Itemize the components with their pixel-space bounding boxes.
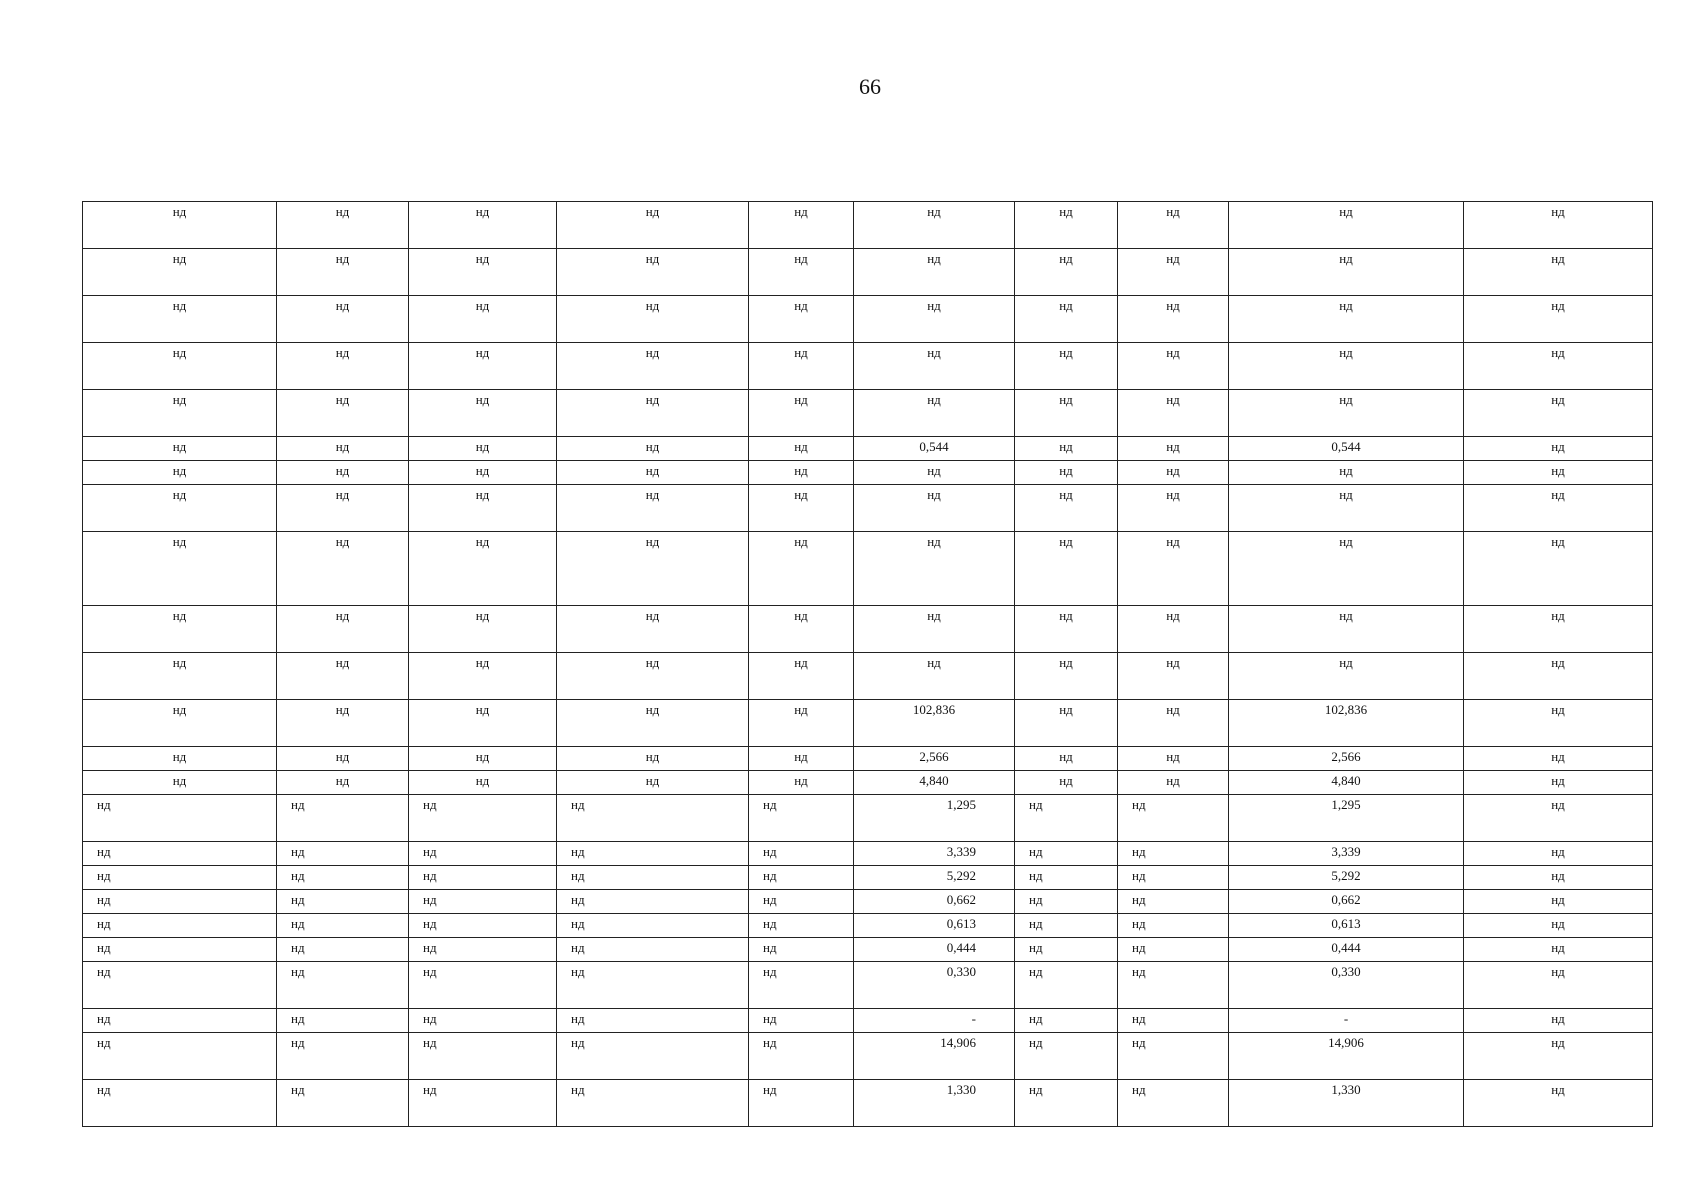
nd-cell: нд xyxy=(557,249,749,296)
nd-cell: нд xyxy=(749,842,854,866)
table-row xyxy=(83,866,1653,890)
value-cell: нд xyxy=(1229,390,1464,437)
value-cell: 1,295 xyxy=(854,795,1015,842)
nd-cell: нд xyxy=(749,700,854,747)
nd-cell: нд xyxy=(409,249,557,296)
nd-cell: нд xyxy=(1118,962,1229,1009)
nd-cell: нд xyxy=(749,437,854,461)
value-cell: 0,662 xyxy=(854,890,1015,914)
value-cell: 102,836 xyxy=(1229,700,1464,747)
value-cell: 0,662 xyxy=(1229,890,1464,914)
value-cell: 0,544 xyxy=(854,437,1015,461)
nd-cell: нд xyxy=(1118,866,1229,890)
nd-cell: нд xyxy=(83,390,277,437)
nd-cell: нд xyxy=(83,1009,277,1033)
nd-cell: нд xyxy=(1015,437,1118,461)
table-row xyxy=(83,771,1653,795)
value-cell: 3,339 xyxy=(1229,842,1464,866)
nd-cell: нд xyxy=(1464,606,1653,653)
nd-cell: нд xyxy=(557,1033,749,1080)
nd-cell: нд xyxy=(409,842,557,866)
value-cell: 0,613 xyxy=(854,914,1015,938)
nd-cell: нд xyxy=(1015,343,1118,390)
value-cell: нд xyxy=(1229,249,1464,296)
value-cell: 1,295 xyxy=(1229,795,1464,842)
nd-cell: нд xyxy=(1464,249,1653,296)
nd-cell: нд xyxy=(1464,962,1653,1009)
nd-cell: нд xyxy=(1464,795,1653,842)
nd-cell: нд xyxy=(1118,296,1229,343)
nd-cell: нд xyxy=(1118,1080,1229,1127)
nd-cell: нд xyxy=(557,1080,749,1127)
nd-cell: нд xyxy=(277,771,409,795)
table-row xyxy=(83,1080,1653,1127)
nd-cell: нд xyxy=(409,771,557,795)
nd-cell: нд xyxy=(749,747,854,771)
nd-cell: нд xyxy=(409,890,557,914)
nd-cell: нд xyxy=(557,842,749,866)
value-cell: - xyxy=(1229,1009,1464,1033)
nd-cell: нд xyxy=(557,653,749,700)
nd-cell: нд xyxy=(277,938,409,962)
nd-cell: нд xyxy=(1118,461,1229,485)
nd-cell: нд xyxy=(557,461,749,485)
nd-cell: нд xyxy=(277,866,409,890)
nd-cell: нд xyxy=(1464,747,1653,771)
nd-cell: нд xyxy=(557,771,749,795)
nd-cell: нд xyxy=(409,1080,557,1127)
nd-cell: нд xyxy=(749,296,854,343)
nd-cell: нд xyxy=(83,842,277,866)
nd-cell: нд xyxy=(749,390,854,437)
nd-cell: нд xyxy=(277,1033,409,1080)
nd-cell: нд xyxy=(1118,700,1229,747)
value-cell: нд xyxy=(1229,532,1464,606)
value-cell: 0,330 xyxy=(1229,962,1464,1009)
nd-cell: нд xyxy=(1118,437,1229,461)
nd-cell: нд xyxy=(557,795,749,842)
nd-cell: нд xyxy=(1464,296,1653,343)
nd-cell: нд xyxy=(557,343,749,390)
nd-cell: нд xyxy=(409,700,557,747)
nd-cell: нд xyxy=(1464,653,1653,700)
value-cell: нд xyxy=(854,296,1015,343)
value-cell: нд xyxy=(1229,461,1464,485)
nd-cell: нд xyxy=(1015,532,1118,606)
table-row xyxy=(83,700,1653,747)
value-cell: нд xyxy=(854,653,1015,700)
table-row xyxy=(83,747,1653,771)
nd-cell: нд xyxy=(83,1080,277,1127)
nd-cell: нд xyxy=(1015,606,1118,653)
table-row xyxy=(83,914,1653,938)
nd-cell: нд xyxy=(1464,842,1653,866)
value-cell: 5,292 xyxy=(1229,866,1464,890)
nd-cell: нд xyxy=(1015,771,1118,795)
value-cell: 14,906 xyxy=(854,1033,1015,1080)
nd-cell: нд xyxy=(1015,962,1118,1009)
value-cell: нд xyxy=(1229,202,1464,249)
table-row xyxy=(83,606,1653,653)
value-cell: 2,566 xyxy=(854,747,1015,771)
value-cell: 0,444 xyxy=(1229,938,1464,962)
nd-cell: нд xyxy=(277,962,409,1009)
nd-cell: нд xyxy=(1015,795,1118,842)
nd-cell: нд xyxy=(277,890,409,914)
table-row xyxy=(83,842,1653,866)
nd-cell: нд xyxy=(557,202,749,249)
nd-cell: нд xyxy=(1015,866,1118,890)
nd-cell: нд xyxy=(83,532,277,606)
value-cell: нд xyxy=(854,461,1015,485)
nd-cell: нд xyxy=(83,202,277,249)
nd-cell: нд xyxy=(277,747,409,771)
nd-cell: нд xyxy=(557,700,749,747)
nd-cell: нд xyxy=(1464,343,1653,390)
nd-cell: нд xyxy=(83,296,277,343)
table-row xyxy=(83,343,1653,390)
table-row xyxy=(83,795,1653,842)
value-cell: нд xyxy=(1229,485,1464,532)
nd-cell: нд xyxy=(749,890,854,914)
nd-cell: нд xyxy=(1118,842,1229,866)
nd-cell: нд xyxy=(1015,938,1118,962)
nd-cell: нд xyxy=(409,962,557,1009)
table-row xyxy=(83,938,1653,962)
table-row xyxy=(83,461,1653,485)
nd-cell: нд xyxy=(1118,390,1229,437)
nd-cell: нд xyxy=(277,249,409,296)
nd-cell: нд xyxy=(1118,343,1229,390)
value-cell: 4,840 xyxy=(1229,771,1464,795)
value-cell: нд xyxy=(854,202,1015,249)
nd-cell: нд xyxy=(83,938,277,962)
nd-cell: нд xyxy=(557,296,749,343)
nd-cell: нд xyxy=(1118,795,1229,842)
nd-cell: нд xyxy=(409,747,557,771)
value-cell: 102,836 xyxy=(854,700,1015,747)
nd-cell: нд xyxy=(277,653,409,700)
value-cell: нд xyxy=(854,532,1015,606)
nd-cell: нд xyxy=(409,390,557,437)
nd-cell: нд xyxy=(1118,606,1229,653)
nd-cell: нд xyxy=(749,1033,854,1080)
table-row xyxy=(83,390,1653,437)
nd-cell: нд xyxy=(749,1080,854,1127)
nd-cell: нд xyxy=(1015,1080,1118,1127)
nd-cell: нд xyxy=(1015,1033,1118,1080)
nd-cell: нд xyxy=(277,1080,409,1127)
nd-cell: нд xyxy=(1118,532,1229,606)
value-cell: нд xyxy=(1229,296,1464,343)
nd-cell: нд xyxy=(1118,890,1229,914)
value-cell: 0,613 xyxy=(1229,914,1464,938)
nd-cell: нд xyxy=(1015,485,1118,532)
nd-cell: нд xyxy=(1464,461,1653,485)
value-cell: нд xyxy=(854,249,1015,296)
nd-cell: нд xyxy=(1464,938,1653,962)
nd-cell: нд xyxy=(83,795,277,842)
nd-cell: нд xyxy=(1015,296,1118,343)
nd-cell: нд xyxy=(557,866,749,890)
nd-cell: нд xyxy=(277,532,409,606)
nd-cell: нд xyxy=(83,962,277,1009)
nd-cell: нд xyxy=(557,606,749,653)
nd-cell: нд xyxy=(277,485,409,532)
nd-cell: нд xyxy=(83,461,277,485)
table-row xyxy=(83,485,1653,532)
nd-cell: нд xyxy=(277,795,409,842)
nd-cell: нд xyxy=(409,914,557,938)
nd-cell: нд xyxy=(1464,202,1653,249)
nd-cell: нд xyxy=(1118,914,1229,938)
nd-cell: нд xyxy=(277,461,409,485)
value-cell: 1,330 xyxy=(1229,1080,1464,1127)
nd-cell: нд xyxy=(1015,700,1118,747)
value-cell: нд xyxy=(1229,343,1464,390)
nd-cell: нд xyxy=(557,485,749,532)
nd-cell: нд xyxy=(749,938,854,962)
nd-cell: нд xyxy=(1464,1009,1653,1033)
nd-cell: нд xyxy=(1464,485,1653,532)
nd-cell: нд xyxy=(83,343,277,390)
nd-cell: нд xyxy=(1464,1033,1653,1080)
nd-cell: нд xyxy=(409,437,557,461)
nd-cell: нд xyxy=(1015,653,1118,700)
nd-cell: нд xyxy=(277,296,409,343)
nd-cell: нд xyxy=(1015,890,1118,914)
table-body xyxy=(83,202,1653,1127)
nd-cell: нд xyxy=(83,437,277,461)
nd-cell: нд xyxy=(277,914,409,938)
nd-cell: нд xyxy=(1118,1033,1229,1080)
nd-cell: нд xyxy=(409,202,557,249)
value-cell: нд xyxy=(1229,606,1464,653)
nd-cell: нд xyxy=(409,866,557,890)
table-row xyxy=(83,962,1653,1009)
value-cell: нд xyxy=(854,606,1015,653)
value-cell: 14,906 xyxy=(1229,1033,1464,1080)
table-row xyxy=(83,653,1653,700)
data-table xyxy=(82,201,1653,1127)
nd-cell: нд xyxy=(1118,938,1229,962)
nd-cell: нд xyxy=(277,606,409,653)
nd-cell: нд xyxy=(749,914,854,938)
value-cell: 1,330 xyxy=(854,1080,1015,1127)
value-cell: нд xyxy=(854,485,1015,532)
nd-cell: нд xyxy=(409,532,557,606)
nd-cell: нд xyxy=(749,249,854,296)
table-row xyxy=(83,532,1653,606)
nd-cell: нд xyxy=(1015,747,1118,771)
value-cell: 0,330 xyxy=(854,962,1015,1009)
nd-cell: нд xyxy=(83,653,277,700)
table-row xyxy=(83,890,1653,914)
nd-cell: нд xyxy=(277,202,409,249)
table-row xyxy=(83,437,1653,461)
nd-cell: нд xyxy=(1464,700,1653,747)
value-cell: нд xyxy=(854,390,1015,437)
nd-cell: нд xyxy=(557,890,749,914)
nd-cell: нд xyxy=(749,461,854,485)
nd-cell: нд xyxy=(83,771,277,795)
nd-cell: нд xyxy=(277,1009,409,1033)
nd-cell: нд xyxy=(409,938,557,962)
nd-cell: нд xyxy=(1015,1009,1118,1033)
value-cell: 3,339 xyxy=(854,842,1015,866)
nd-cell: нд xyxy=(749,202,854,249)
nd-cell: нд xyxy=(1015,390,1118,437)
nd-cell: нд xyxy=(409,343,557,390)
nd-cell: нд xyxy=(749,653,854,700)
nd-cell: нд xyxy=(749,962,854,1009)
nd-cell: нд xyxy=(1118,771,1229,795)
nd-cell: нд xyxy=(557,437,749,461)
nd-cell: нд xyxy=(409,653,557,700)
nd-cell: нд xyxy=(557,390,749,437)
nd-cell: нд xyxy=(83,485,277,532)
nd-cell: нд xyxy=(1118,653,1229,700)
nd-cell: нд xyxy=(1464,914,1653,938)
nd-cell: нд xyxy=(277,390,409,437)
nd-cell: нд xyxy=(83,914,277,938)
nd-cell: нд xyxy=(1118,249,1229,296)
nd-cell: нд xyxy=(557,962,749,1009)
nd-cell: нд xyxy=(409,1009,557,1033)
nd-cell: нд xyxy=(1118,202,1229,249)
nd-cell: нд xyxy=(749,532,854,606)
page-number: 66 xyxy=(859,74,881,99)
nd-cell: нд xyxy=(83,249,277,296)
table-row xyxy=(83,202,1653,249)
value-cell: нд xyxy=(854,343,1015,390)
nd-cell: нд xyxy=(277,343,409,390)
nd-cell: нд xyxy=(83,1033,277,1080)
nd-cell: нд xyxy=(409,1033,557,1080)
nd-cell: нд xyxy=(1464,437,1653,461)
nd-cell: нд xyxy=(557,532,749,606)
nd-cell: нд xyxy=(277,700,409,747)
nd-cell: нд xyxy=(1015,202,1118,249)
table-row xyxy=(83,249,1653,296)
nd-cell: нд xyxy=(749,485,854,532)
nd-cell: нд xyxy=(749,771,854,795)
nd-cell: нд xyxy=(557,938,749,962)
value-cell: - xyxy=(854,1009,1015,1033)
nd-cell: нд xyxy=(83,890,277,914)
nd-cell: нд xyxy=(409,795,557,842)
nd-cell: нд xyxy=(749,606,854,653)
nd-cell: нд xyxy=(1015,249,1118,296)
nd-cell: нд xyxy=(749,1009,854,1033)
nd-cell: нд xyxy=(1464,532,1653,606)
value-cell: 4,840 xyxy=(854,771,1015,795)
nd-cell: нд xyxy=(1118,1009,1229,1033)
nd-cell: нд xyxy=(409,606,557,653)
nd-cell: нд xyxy=(409,485,557,532)
nd-cell: нд xyxy=(1118,485,1229,532)
nd-cell: нд xyxy=(749,343,854,390)
nd-cell: нд xyxy=(1015,842,1118,866)
nd-cell: нд xyxy=(1464,390,1653,437)
value-cell: нд xyxy=(1229,653,1464,700)
nd-cell: нд xyxy=(557,747,749,771)
nd-cell: нд xyxy=(557,1009,749,1033)
value-cell: 5,292 xyxy=(854,866,1015,890)
nd-cell: нд xyxy=(83,606,277,653)
nd-cell: нд xyxy=(749,866,854,890)
nd-cell: нд xyxy=(749,795,854,842)
table-row xyxy=(83,296,1653,343)
nd-cell: нд xyxy=(1464,771,1653,795)
nd-cell: нд xyxy=(1464,866,1653,890)
nd-cell: нд xyxy=(1118,747,1229,771)
nd-cell: нд xyxy=(409,461,557,485)
nd-cell: нд xyxy=(83,866,277,890)
nd-cell: нд xyxy=(1464,1080,1653,1127)
value-cell: 2,566 xyxy=(1229,747,1464,771)
nd-cell: нд xyxy=(409,296,557,343)
value-cell: 0,544 xyxy=(1229,437,1464,461)
table-row xyxy=(83,1033,1653,1080)
table-row xyxy=(83,1009,1653,1033)
nd-cell: нд xyxy=(277,842,409,866)
nd-cell: нд xyxy=(1015,914,1118,938)
nd-cell: нд xyxy=(557,914,749,938)
nd-cell: нд xyxy=(1015,461,1118,485)
nd-cell: нд xyxy=(277,437,409,461)
nd-cell: нд xyxy=(83,700,277,747)
nd-cell: нд xyxy=(83,747,277,771)
nd-cell: нд xyxy=(1464,890,1653,914)
value-cell: 0,444 xyxy=(854,938,1015,962)
